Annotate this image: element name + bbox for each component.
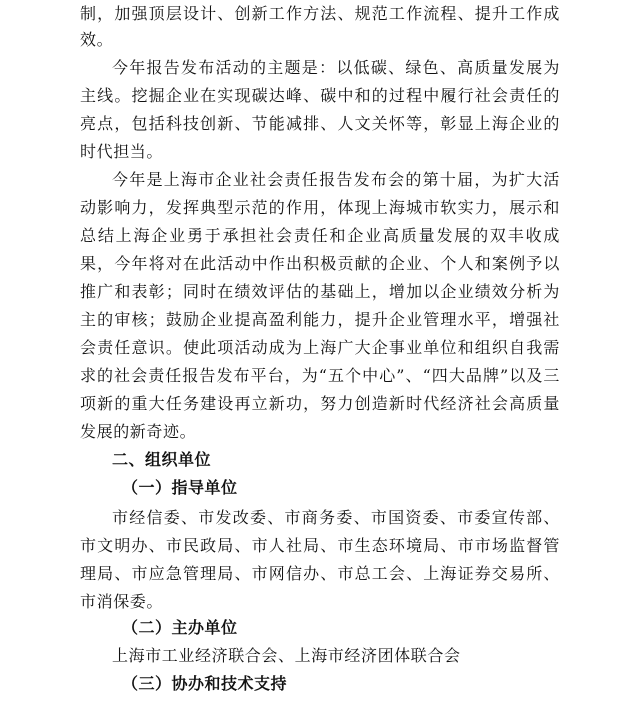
text-line: 理局、市应急管理局、市网信办、市总工会、上海证券交易所、 [80, 564, 560, 583]
text-line: 制，加强顶层设计、创新工作方法、规范工作流程、提升工作成 [80, 4, 560, 23]
text-line: 时代担当。 [80, 142, 164, 161]
text-line: 项新的重大任务建设再立新功，努力创造新时代经济社会高质量 [80, 394, 560, 413]
text-line: 会责任意识。使此项活动成为上海广大企事业单位和组织自我需 [80, 338, 560, 357]
subsection-heading: （三）协办和技术支持 [122, 674, 288, 693]
text-line: 发展的新奇迹。 [80, 422, 197, 441]
text-line: 效。 [80, 30, 114, 49]
text-line: 主线。挖掘企业在实现碳达峰、碳中和的过程中履行社会责任的 [80, 86, 560, 105]
text-line: 推广和表彰；同时在绩效评估的基础上，增加以企业绩效分析为 [80, 282, 560, 301]
text-line: 主的审核；鼓励企业提高盈利能力，提升企业管理水平，增强社 [80, 310, 560, 329]
text-line: 总结上海企业勇于承担社会责任和企业高质量发展的双丰收成 [80, 226, 560, 245]
section-heading: 二、组织单位 [112, 450, 212, 469]
text-line: 动影响力，发挥典型示范的作用，体现上海城市软实力，展示和 [80, 198, 560, 217]
text-line: 市文明办、市民政局、市人社局、市生态环境局、市市场监督管 [80, 536, 560, 555]
text-line: 果，今年将对在此活动中作出积极贡献的企业、个人和案例予以 [80, 254, 560, 273]
paragraph-first-line: 今年是上海市企业社会责任报告发布会的第十届，为扩大活 [112, 170, 560, 189]
text-line: 亮点，包括科技创新、节能减排、人文关怀等，彰显上海企业的 [80, 114, 560, 133]
text-line: 求的社会责任报告发布平台，为“五个中心”、“四大品牌”以及三 [80, 366, 560, 385]
subsection-heading: （一）指导单位 [122, 478, 238, 497]
text-line: 上海市工业经济联合会、上海市经济团体联合会 [112, 646, 461, 665]
paragraph-first-line: 市经信委、市发改委、市商务委、市国资委、市委宣传部、 [112, 508, 560, 527]
subsection-heading: （二）主办单位 [122, 618, 238, 637]
text-line: 市消保委。 [80, 592, 164, 611]
paragraph-first-line: 今年报告发布活动的主题是：以低碳、绿色、高质量发展为 [112, 58, 560, 77]
